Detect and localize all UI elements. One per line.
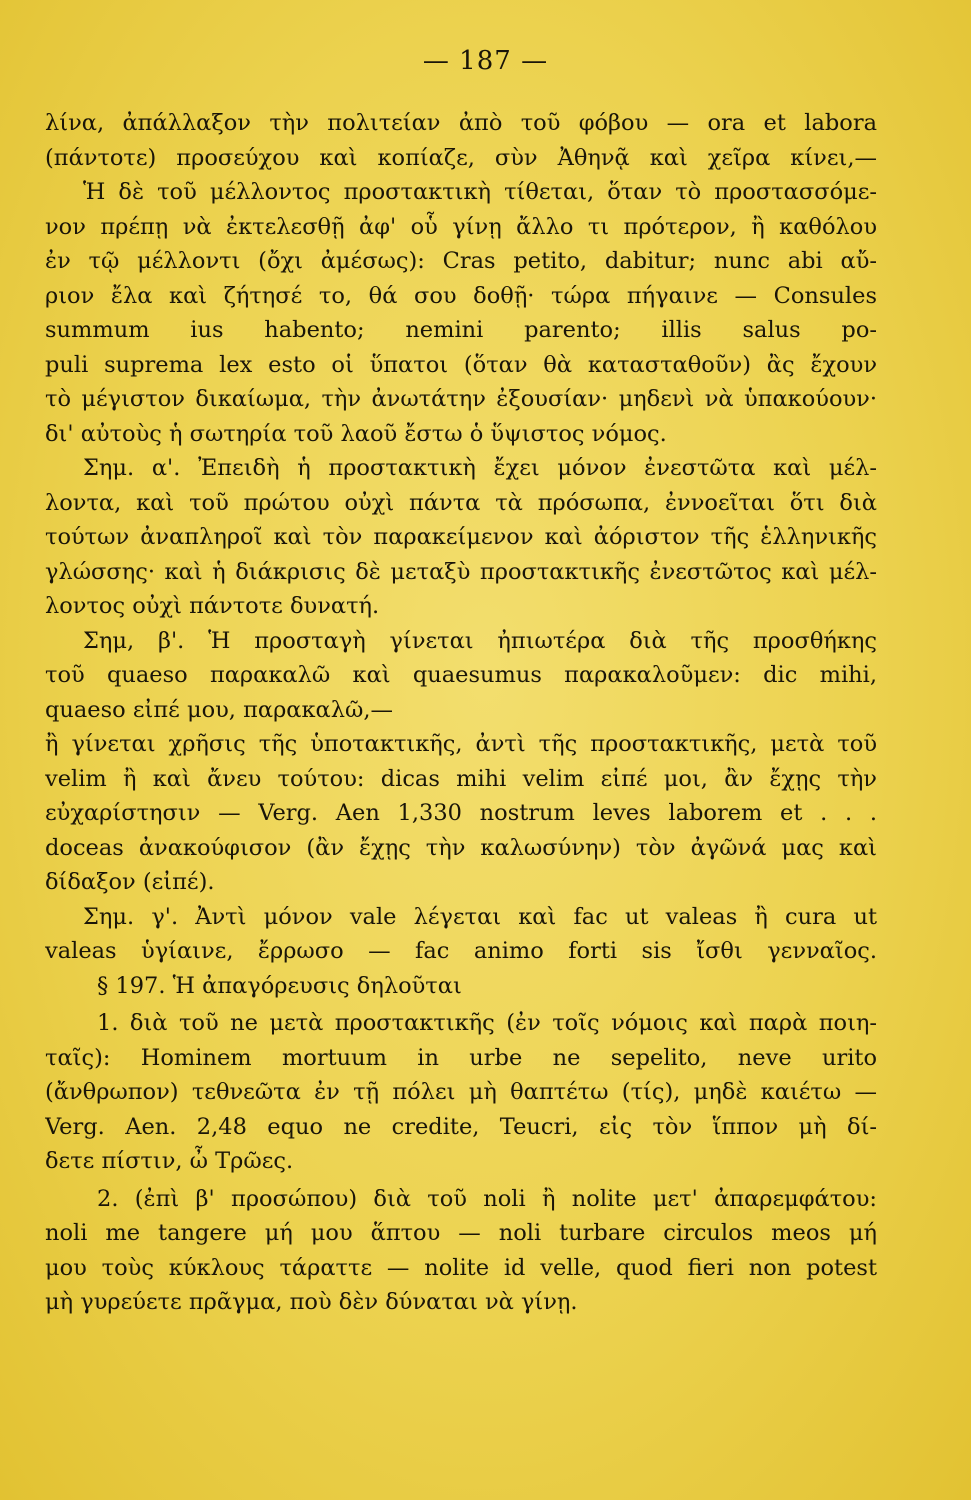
text-line: δίδαξον (εἰπέ).: [45, 869, 215, 895]
body-text: [45, 106, 877, 1320]
text-line: νον πρέπῃ νὰ ἐκτελεσθῇ ἀφ' οὗ γίνῃ ἄλλο τι πρότερον, ἢ καθόλου: [45, 213, 877, 240]
note-gamma-line: Σημ. γ'. Ἀντὶ μόνον vale λέγεται καὶ fac ut valeas ἢ cura ut: [83, 903, 877, 930]
list-item-1-line: 1. διὰ τοῦ ne μετὰ προστακτικῆς (ἐν τοῖς νόμοις καὶ παρὰ ποιη-: [97, 1010, 877, 1036]
text-line: (πάντοτε) προσεύχου καὶ κοπίαζε, σὺν Ἀθηνᾷ καὶ χεῖρα κίνει,—: [45, 144, 877, 171]
text-line: τοῦ quaeso παρακαλῶ καὶ quaesumus παρακαλοῦμεν: dic mihi,: [45, 662, 877, 688]
text-line: λοντα, καὶ τοῦ πρώτου οὐχὶ πάντα τὰ πρόσωπα, ἐννοεῖται ὅτι διὰ: [45, 489, 877, 516]
text-line: ριον ἔλα καὶ ζήτησέ το, θά σου δοθῇ· τώρα πήγαινε — Consules: [45, 282, 877, 309]
text-line: λίνα, ἀπάλλαξον τὴν πολιτείαν ἀπὸ τοῦ φόβου — ora et labora: [45, 110, 877, 136]
text-line: γλώσσης· καὶ ἡ διάκρισις δὲ μεταξὺ προστακτικῆς ἐνεστῶτος καὶ μέλ-: [45, 558, 877, 585]
text-line: noli me tangere μή μου ἅπτου — noli turbare circulos meos μή: [45, 1220, 877, 1246]
text-line: τὸ μέγιστον δικαίωμα, τὴν ἀνωτάτην ἐξουσίαν· μηδενὶ νὰ ὑπακούουν·: [45, 386, 877, 412]
text-line: doceas ἀνακούφισον (ἂν ἔχῃς τὴν καλωσύνην) τὸν ἀγῶνά μας καὶ: [45, 834, 877, 861]
text-line: ἢ γίνεται χρῆσις τῆς ὑποτακτικῆς, ἀντὶ τῆς προστακτικῆς, μετὰ τοῦ: [45, 731, 877, 757]
page-number: — 187 —: [422, 46, 549, 76]
text-line: εὐχαρίστησιν — Verg. Aen 1,330 nostrum leves laborem et . . .: [45, 800, 877, 826]
note-beta-line: Σημ, β'. Ἡ προσταγὴ γίνεται ἠπιωτέρα διὰ τῆς προσθήκης: [83, 627, 877, 654]
text-line: ταῖς): Hominem mortuum in urbe ne sepelito, neve urito: [45, 1044, 877, 1071]
section-heading: § 197. Ἡ ἀπαγόρευσις δηλοῦται: [97, 972, 462, 999]
text-line: Verg. Aen. 2,48 equo ne credite, Teucri, εἰς τὸν ἵππον μὴ δί-: [45, 1113, 877, 1140]
text-line: ἐν τῷ μέλλοντι (ὄχι ἀμέσως): Cras petito, dabitur; nunc abi αὔ-: [45, 248, 877, 274]
text-line: μου τοὺς κύκλους τάραττε — nolite id velle, quod fieri non potest: [45, 1254, 877, 1281]
text-line: valeas ὑγίαινε, ἔρρωσο — fac animo forti sis ἴσθι γενναῖος.: [45, 938, 877, 964]
text-line: (ἄνθρωπον) τεθνεῶτα ἐν τῇ πόλει μὴ θαπτέτω (τίς), μηδὲ καιέτω —: [45, 1079, 877, 1105]
text-line: Ἡ δὲ τοῦ μέλλοντος προστακτικὴ τίθεται, ὅταν τὸ προστασσόμε-: [83, 179, 877, 205]
note-alpha-line: Σημ. α'. Ἐπειδὴ ἡ προστακτικὴ ἔχει μόνον ἐνεστῶτα καὶ μέλ-: [83, 455, 877, 481]
text-line: λοντος οὐχὶ πάντοτε δυνατή.: [45, 593, 380, 619]
text-line: puli suprema lex esto οἱ ὕπατοι (ὅταν θὰ κατασταθοῦν) ἂς ἔχουν: [45, 351, 877, 378]
text-line: μὴ γυρεύετε πρᾶγμα, ποὺ δὲν δύναται νὰ γίνῃ.: [45, 1289, 578, 1315]
text-line: δετε πίστιν, ὦ Τρῶες.: [45, 1148, 294, 1174]
text-line: velim ἢ καὶ ἄνευ τούτου: dicas mihi velim εἰπέ μοι, ἂν ἔχῃς τὴν: [45, 765, 877, 792]
text-line: quaeso εἰπέ μου, παρακαλῶ,—: [45, 696, 394, 723]
text-line: τούτων ἀναπληροῖ καὶ τὸν παρακείμενον καὶ ἀόριστον τῆς ἑλληνικῆς: [45, 524, 877, 550]
text-line: summum ius habento; nemini parento; illis salus po-: [45, 317, 877, 343]
list-item-2-line: 2. (ἐπὶ β' προσώπου) διὰ τοῦ noli ἢ nolite μετ' ἀπαρεμφάτου:: [97, 1185, 877, 1212]
text-line: δι' αὐτοὺς ἡ σωτηρία τοῦ λαοῦ ἔστω ὁ ὕψιστος νόμος.: [45, 420, 667, 447]
